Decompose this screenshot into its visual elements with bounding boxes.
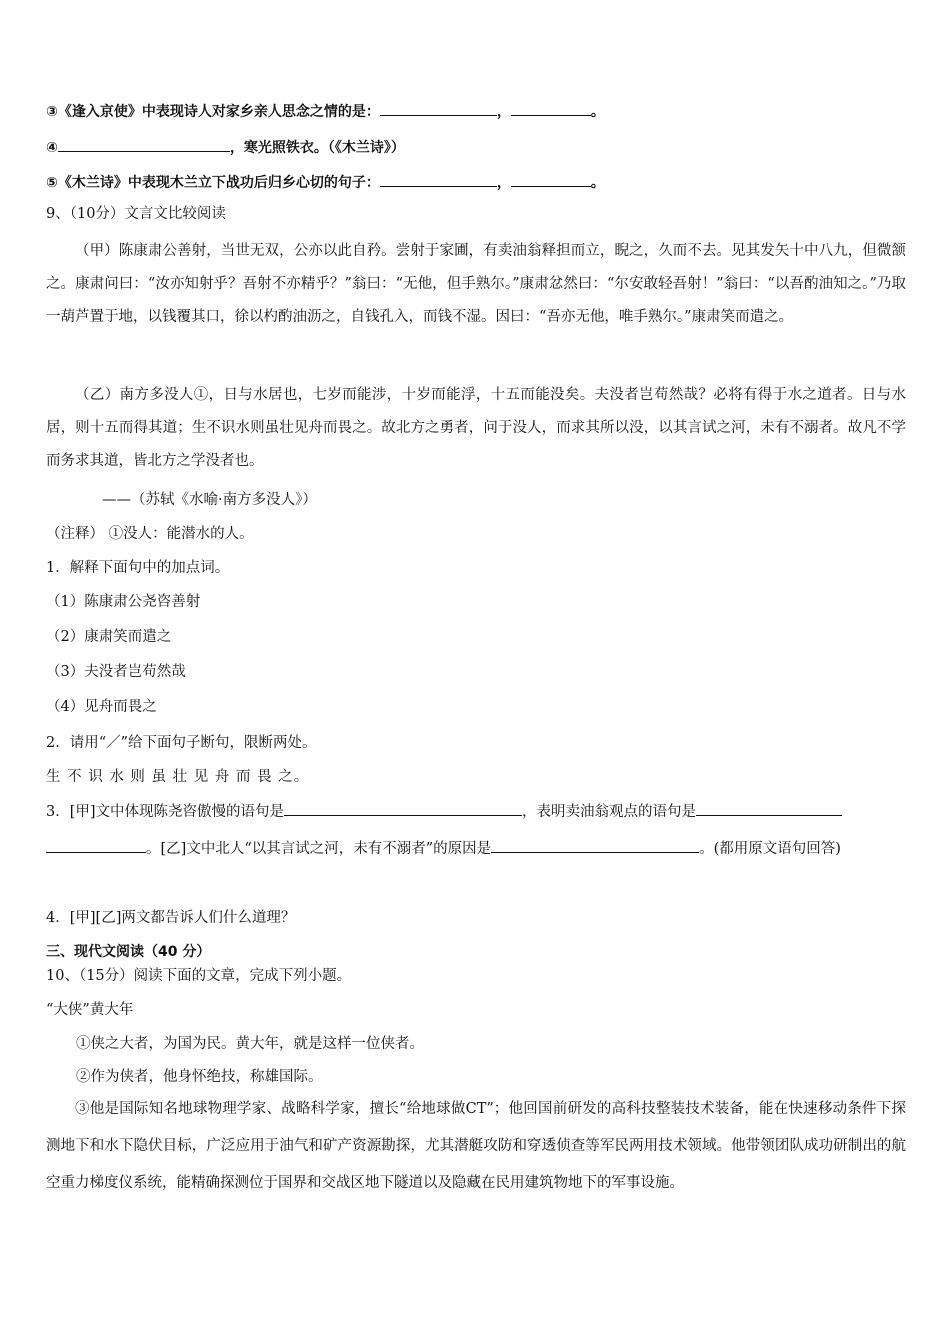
sub-question-4: 4．[甲][乙]两文都告诉人们什么道理？ [46, 910, 296, 926]
answer-blank[interactable] [380, 101, 497, 116]
article-paragraph-3: ③他是国际知名地球物理学家、战略科学家，擅长“给地球做CT”；他回国前研发的高科技整装技术装备，能在快速移动条件下探测地下和水下隐伏目标，广泛应用于油气和矿产资源勘探，尤其潜艇攻防和穿透侦查等军民两用技术领域。他带领团队成功研制出的航空重力梯度仪系统，能精确探测位于国界和交战区地下隧道以及隐藏在民用建筑物地下的军事设施。 [46, 1101, 906, 1191]
question-10-heading: 10、（15分）阅读下面的文章，完成下列小题。 [46, 968, 352, 984]
sub-question-1: 1．解释下面句中的加点词。 [46, 560, 230, 576]
question-text: ，寒光照铁衣。（《木兰诗》） [229, 140, 405, 156]
answer-blank[interactable] [380, 172, 497, 187]
passage-source: ——（苏轼《水喻·南方多没人》） [102, 492, 317, 508]
section-3-heading: 三、现代文阅读（40 分） [46, 944, 211, 960]
question-item-5: ⑤《木兰诗》中表现木兰立下战功后归乡心切的句子： ， 。 [46, 172, 906, 193]
question-item-3: ③《逢入京使》中表现诗人对家乡亲人思念之情的是： ， 。 [46, 101, 906, 122]
answer-blank[interactable] [284, 801, 522, 816]
passage-jia: （甲）陈康肃公善射，当世无双，公亦以此自矜。尝射于家圃，有卖油翁释担而立，睨之，久而不去。见其发矢十中八九，但微颔之。康肃问曰：“汝亦知射乎？吾射不亦精乎？”翁曰：“无他，但手熟尔。”康肃忿然曰：“尔安敢轻吾射！”翁曰：“以吾酌油知之。”乃取一葫芦置于地，以钱覆其口，徐以杓酌油沥之，自钱孔入，而钱不湿。因曰：“吾亦无他，唯手熟尔。”康肃笑而遣之。 [46, 243, 906, 325]
passage-yi: （乙）南方多没人①，日与水居也，七岁而能涉，十岁而能浮，十五而能没矣。夫没者岂苟然哉？必将有得于水之道者。日与水居，则十五而得其道；生不识水则虽壮见舟而畏之。故北方之勇者，问于没人，而求其所以没，以其言试之河，未有不溺者。故凡不学而务求其道，皆北方之学没者也。 [46, 387, 906, 469]
question-item-4: ④ ，寒光照铁衣。（《木兰诗》） [46, 137, 906, 158]
sub-question-3-line2: 。[乙]文中北人“以其言试之河，未有不溺者”的原因是 。(都用原文语句回答) [46, 838, 906, 859]
article-paragraph-1: ①侠之大者，为国为民。黄大年，就是这样一位侠者。 [76, 1036, 424, 1052]
answer-blank[interactable] [58, 137, 230, 152]
sub-question-3-line1: 3．[甲]文中体现陈尧咨傲慢的语句是 ，表明卖油翁观点的语句是 [46, 801, 906, 822]
sub-question-1-item: （4）见舟而畏之 [46, 699, 157, 715]
question-9-heading: 9、（10分）文言文比较阅读 [46, 206, 226, 222]
sub-question-1-item: （1）陈康肃公尧咨善射 [46, 594, 201, 610]
article-title: “大侠”黄大年 [46, 1002, 134, 1018]
answer-blank[interactable] [491, 838, 699, 853]
answer-blank[interactable] [696, 801, 842, 816]
question-text: ③《逢入京使》中表现诗人对家乡亲人思念之情的是： [46, 104, 380, 120]
annotation-note: （注释） ①没人：能潜水的人。 [46, 526, 254, 542]
article-paragraph-2: ②作为侠者，他身怀绝技，称雄国际。 [76, 1069, 323, 1085]
sub-question-1-item: （2）康肃笑而遣之 [46, 629, 172, 645]
sub-question-2: 2．请用“／”给下面句子断句，限断两处。 [46, 735, 317, 751]
sub-question-2-sentence: 生 不 识 水 则 虽 壮 见 舟 而 畏 之。 [46, 769, 310, 785]
answer-blank[interactable] [46, 838, 146, 853]
question-text: ⑤《木兰诗》中表现木兰立下战功后归乡心切的句子： [46, 175, 380, 191]
answer-blank[interactable] [511, 172, 591, 187]
sub-question-1-item: （3）夫没者岂苟然哉 [46, 664, 186, 680]
answer-blank[interactable] [511, 101, 591, 116]
